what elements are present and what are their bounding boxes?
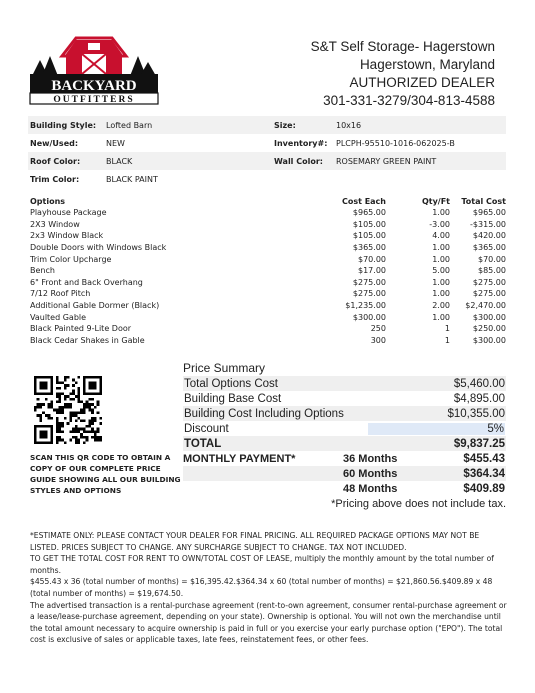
total-label: TOTAL <box>184 437 222 450</box>
disclaimer-estimate: *ESTIMATE ONLY: PLEASE CONTACT YOUR DEALER FOR FINAL PRICING. ALL REQUIRED PACKAGE OPTIONS MAY NOT BE LISTED. PRICES SUBJECT TO CHANGE. ANY SURCHARGE SUBJECT TO CHANGE. TAX NOT INCLUDED. <box>30 531 480 552</box>
table-row <box>28 253 506 265</box>
total-options-label: Total Options Cost <box>184 377 278 390</box>
option-total: $70.00 <box>478 254 506 264</box>
tax-note: *Pricing above does not include tax. <box>331 498 506 510</box>
discount-value: 5% <box>368 423 505 435</box>
option-total: $275.00 <box>472 289 506 299</box>
option-qty: 1.00 <box>432 254 450 264</box>
option-total: $965.00 <box>472 208 506 218</box>
dealer-info <box>311 38 495 110</box>
dealer-phone: 301-331-3279/304-813-4588 <box>323 93 495 108</box>
total-options-value: $5,460.00 <box>453 377 505 390</box>
disclaimer-calculation: $455.43 x 36 (total number of months) = $16,395.42.$364.34 x 60 (total number of months) = $21,860.56.$409.89 x 48 (total number of months) = $19,674.50. <box>30 577 493 598</box>
cost-incl-options-label: Building Cost Including Options <box>184 407 344 420</box>
table-row <box>28 277 506 289</box>
dealer-location: Hagerstown, Maryland <box>359 57 495 72</box>
option-qty: 1.00 <box>432 277 450 287</box>
roof-color-label: Roof Color: <box>30 156 81 166</box>
monthly-payment-label: MONTHLY PAYMENT* <box>183 452 296 465</box>
option-total: $2,470.00 <box>465 301 506 311</box>
inventory-value: PLCPH-95510-1016-062025-B <box>336 138 455 148</box>
cost-incl-options-value: $10,355.00 <box>447 407 505 420</box>
option-qty: 1.00 <box>432 289 450 299</box>
disclaimer <box>30 530 508 646</box>
option-qty: 1.00 <box>432 243 450 253</box>
dealer-name: S&T Self Storage- Hagerstown <box>310 39 495 54</box>
option-qty: -3.00 <box>429 219 450 229</box>
option-name: 2X3 Window <box>30 219 80 229</box>
option-total: -$315.00 <box>470 219 506 229</box>
summary-title: Price Summary <box>183 361 266 375</box>
option-total: $365.00 <box>472 243 506 253</box>
table-row <box>28 288 506 300</box>
summary-row <box>183 376 506 391</box>
months-36-label: 36 Months <box>343 452 398 465</box>
qr-code[interactable] <box>34 376 102 444</box>
option-cost-each: $965.00 <box>352 208 386 218</box>
logo-text-outfitters: OUTFITTERS <box>53 95 135 105</box>
table-row <box>28 230 506 242</box>
option-cost-each: $300.00 <box>352 312 386 322</box>
base-cost-value: $4,895.00 <box>453 392 505 405</box>
base-cost-label: Building Base Cost <box>184 392 282 405</box>
option-name: Playhouse Package <box>30 208 107 218</box>
header-total-cost: Total Cost <box>461 196 506 206</box>
option-total: $85.00 <box>478 266 506 276</box>
table-row <box>28 335 506 347</box>
building-style-label: Building Style: <box>30 120 97 130</box>
option-total: $300.00 <box>472 312 506 322</box>
monthly-row <box>183 466 506 481</box>
months-48-label: 48 Months <box>343 482 398 495</box>
option-name: Vaulted Gable <box>30 312 87 322</box>
option-qty: 1.00 <box>432 312 450 322</box>
option-qty: 1.00 <box>432 208 450 218</box>
size-value: 10x16 <box>336 120 362 130</box>
table-row <box>28 242 506 254</box>
option-qty: 2.00 <box>432 301 450 311</box>
option-name: Black Painted 9-Lite Door <box>30 324 132 334</box>
months-36-value: $455.43 <box>463 452 505 465</box>
monthly-row <box>183 451 506 466</box>
months-60-label: 60 Months <box>343 467 398 480</box>
info-row <box>28 152 506 170</box>
info-row <box>28 170 506 188</box>
option-cost-each: $365.00 <box>352 243 386 253</box>
summary-row <box>183 406 506 421</box>
table-row <box>28 300 506 312</box>
option-name: 2x3 Window Black <box>30 231 104 241</box>
info-row <box>28 134 506 152</box>
header-options: Options <box>30 196 66 206</box>
new-used-label: New/Used: <box>30 138 79 148</box>
table-row <box>28 323 506 335</box>
option-total: $250.00 <box>472 324 506 334</box>
months-48-value: $409.89 <box>463 482 505 495</box>
table-row <box>28 311 506 323</box>
table-row <box>28 265 506 277</box>
logo-text-backyard: BACKYARD <box>51 78 137 94</box>
disclaimer-total-cost: TO GET THE TOTAL COST FOR RENT TO OWN/TOTAL COST OF LEASE, multiply the monthly amount by the total number of months. <box>30 554 494 575</box>
size-label: Size: <box>274 120 296 130</box>
trim-color-value: BLACK PAINT <box>106 174 158 184</box>
table-row <box>28 219 506 231</box>
option-cost-each: 250 <box>370 324 386 334</box>
option-cost-each: $17.00 <box>358 266 386 276</box>
table-row <box>28 207 506 219</box>
roof-color-value: BLACK <box>106 156 133 166</box>
discount-label: Discount <box>184 422 229 435</box>
wall-color-value: ROSEMARY GREEN PAINT <box>336 156 437 166</box>
total-value: $9,837.25 <box>453 437 505 450</box>
price-summary <box>183 360 506 510</box>
option-total: $300.00 <box>472 335 506 345</box>
option-qty: 1 <box>444 324 450 334</box>
option-name: Trim Color Upcharge <box>30 254 112 264</box>
new-used-value: NEW <box>106 138 125 148</box>
option-name: Bench <box>30 266 55 276</box>
months-60-value: $364.34 <box>463 467 505 480</box>
header-qty: Qty/Ft <box>421 196 450 206</box>
option-name: Additional Gable Dormer (Black) <box>30 301 160 311</box>
option-cost-each: $275.00 <box>352 277 386 287</box>
option-name: 6" Front and Back Overhang <box>30 277 143 287</box>
option-name: Double Doors with Windows Black <box>30 243 167 253</box>
option-total: $420.00 <box>472 231 506 241</box>
summary-row <box>183 391 506 406</box>
option-qty: 1 <box>444 335 450 345</box>
option-qty: 4.00 <box>432 231 450 241</box>
options-header <box>28 195 506 207</box>
option-name: 7/12 Roof Pitch <box>30 289 91 299</box>
wall-color-label: Wall Color: <box>274 156 323 166</box>
option-cost-each: $1,235.00 <box>345 301 386 311</box>
option-cost-each: 300 <box>370 335 386 345</box>
option-cost-each: $275.00 <box>352 289 386 299</box>
option-name: Black Cedar Shakes in Gable <box>30 335 145 345</box>
option-qty: 5.00 <box>432 266 450 276</box>
summary-row <box>183 436 506 451</box>
building-style-value: Lofted Barn <box>106 120 153 130</box>
option-cost-each: $70.00 <box>358 254 386 264</box>
disclaimer-rental-terms: The advertised transaction is a rental-purchase agreement (rent-to-own agreement, consumer rental-purchase agreement or a lease/lease-purchase agreement, depending on your state). Ownership is optional. You will not own the merchandise until the total amount necessary to acquire ownership is paid in full or you exercise your early purchase option ("EPO"). The total cost is exclusive of sales or applicable taxes, late fees, reinstatement fees, or other fees. <box>30 600 507 645</box>
inventory-label: Inventory#: <box>274 138 328 148</box>
option-cost-each: $105.00 <box>352 219 386 229</box>
backyard-outfitters-logo <box>28 32 160 106</box>
info-row <box>28 116 506 134</box>
dealer-status: AUTHORIZED DEALER <box>349 75 495 90</box>
option-total: $275.00 <box>472 277 506 287</box>
monthly-row <box>183 481 506 496</box>
header-cost-each: Cost Each <box>341 196 386 206</box>
summary-row <box>183 421 506 436</box>
trim-color-label: Trim Color: <box>30 174 80 184</box>
qr-instructions: SCAN THIS QR CODE TO OBTAIN A COPY OF OUR COMPLETE PRICE GUIDE SHOWING ALL OUR BUILDING STYLES AND OPTIONS <box>30 453 181 495</box>
options-table <box>28 195 506 346</box>
option-cost-each: $105.00 <box>352 231 386 241</box>
building-info-grid <box>28 116 506 188</box>
